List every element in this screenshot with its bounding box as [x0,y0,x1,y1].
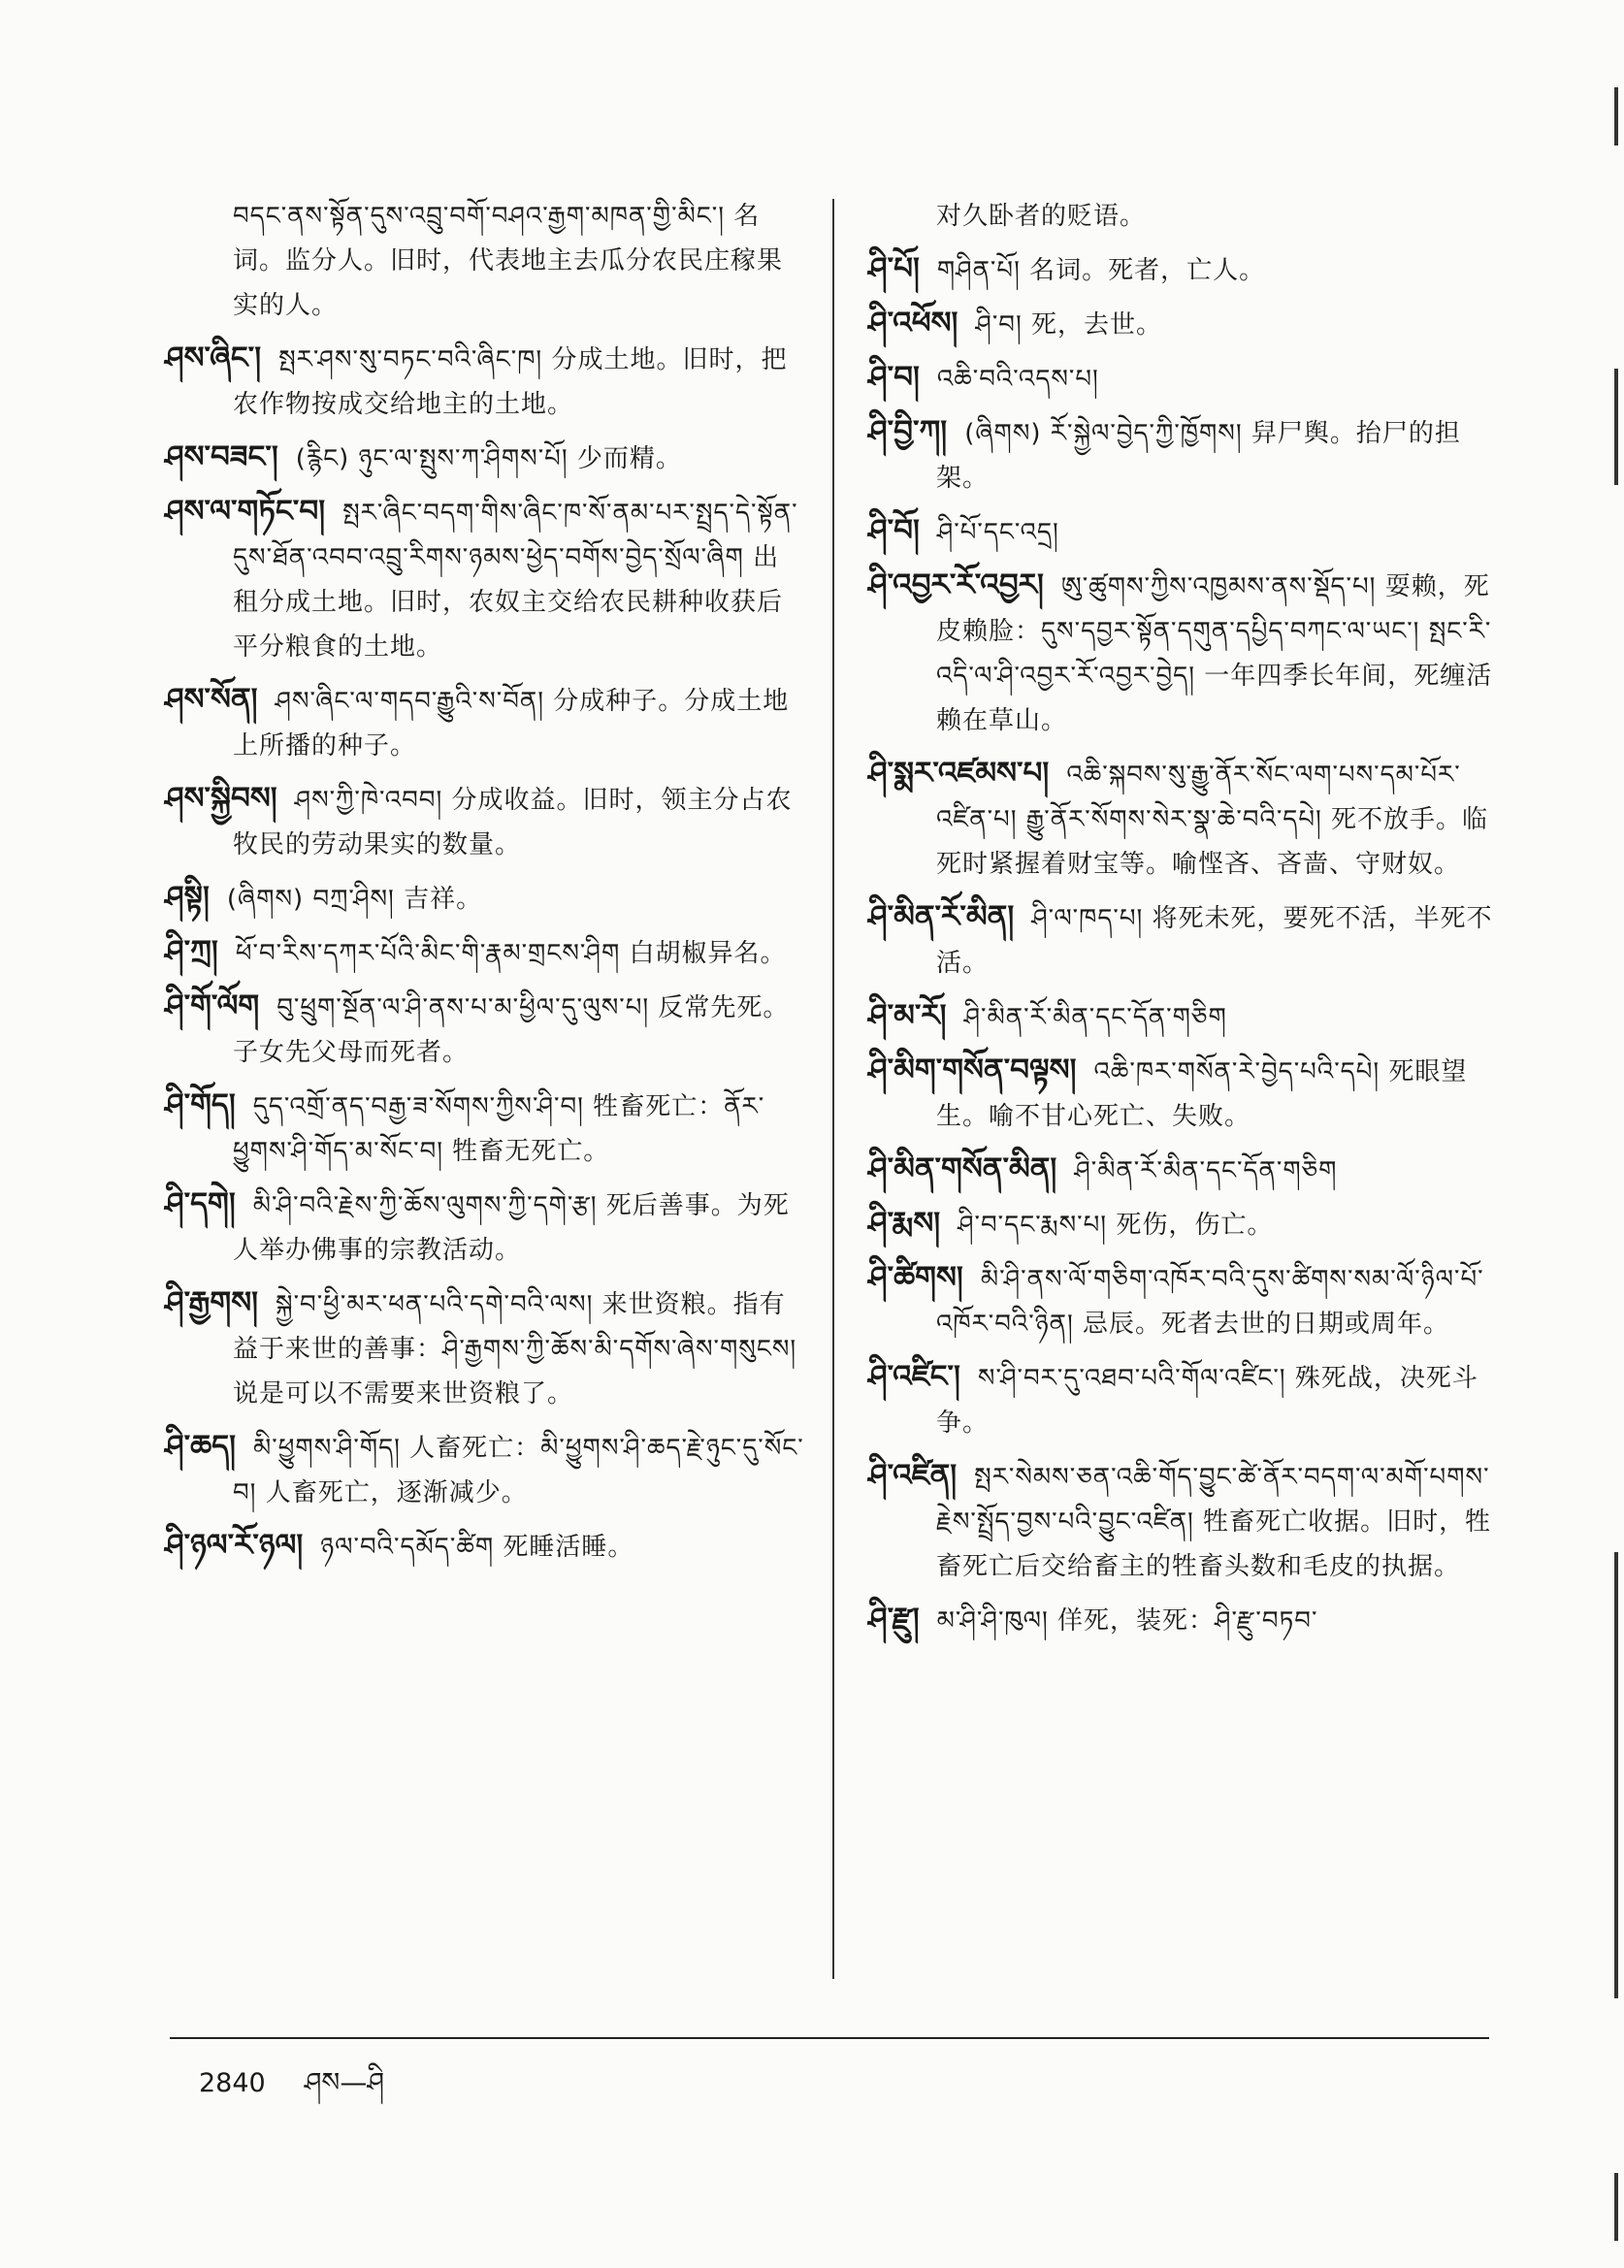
entry-definition: སྤར་སེམས་ཅན་འཆི་གོད་བྱུང་ཚེ་ནོར་བདག་ལ་མགོ་པགས་རྗེས་སྤྲོད་བྱས་པའི་བྱུང་འཛིན། 牲畜死亡收据。旧时，牲畜死亡后交给畜主的牲畜头数和毛皮的执据。 [936,1463,1492,1581]
dictionary-entry [165,875,805,922]
entry-definition: བུ་ཕྲུག་སྔོན་ལ་ཤི་ནས་པ་མ་ཕྱིལ་དུ་ལུས་པ། 反常先死。子女先父母而死者。 [233,993,790,1067]
entry-definition: གཤིན་པོ། 名词。死者，亡人。 [936,256,1266,285]
entry-definition: མི་ཤི་བའི་རྗེས་ཀྱི་ཆོས་ལུགས་ཀྱི་དགེ་རྩ། 死后善事。为死人举办佛事的宗教活动。 [233,1191,790,1265]
entry-definition: ཤས་ཀྱི་ཁེ་འབབ། 分成收益。旧时，领主分占农牧民的劳动果实的数量。 [233,786,793,859]
entry-headword: ཤི་ཚིགས། [868,1260,963,1295]
dictionary-entry [868,1354,1499,1445]
entry-headword: ཤི་མིན་གསོན་མིན། [868,1151,1057,1186]
entry-headword: ཤི་བོ། [868,513,920,548]
entry-definition: མི་ཕྱུགས་ཤི་གོད། 人畜死亡：མི་ཕྱུགས་ཤི་ཆད་རྗེ་ཉུང་དུ་སོང་བ། 人畜死亡，逐渐减少。 [233,1434,804,1507]
entry-headword: ཤས་ཞིང་། [165,340,262,375]
scan-edge-mark [1614,369,1618,485]
left-column [165,194,805,1577]
entry-definition: ཉལ་བའི་དམོད་ཚིག 死睡活睡。 [320,1533,634,1562]
scan-edge-mark [1614,87,1618,146]
entry-headword: ཤས་ལ་གཏོང་བ། [165,494,326,529]
entry-definition: (ཞིགས) རོ་སྐྱེལ་བྱེད་ཀྱི་ཁྱོགས། 舁尸舆。抬尸的担架。 [936,419,1461,493]
dictionary-entry [165,677,805,768]
entry-definition: (རྙིང) ཉུང་ལ་སྤུས་ཀ་ཤིགས་པོ། 少而精。 [295,444,682,473]
entry-headword: ཤས་སོན། [165,682,258,717]
dictionary-entry [165,1280,805,1416]
scan-edge-mark [1614,1552,1618,1998]
dictionary-entry [868,1453,1499,1589]
entry-definition: ཕོ་བ་རིས་དཀར་པོའི་མིང་གི་རྣམ་གྲངས་ཤིག 白胡椒异名。 [235,939,787,968]
dictionary-entry [165,1182,805,1273]
entry-headword: ཤི་གོ་ལོག [165,988,260,1023]
right-column [868,194,1499,1651]
entry-definition: ཤི་བ་དང་རྨས་པ། 死伤，伤亡。 [958,1211,1274,1240]
entry-definition: ཤི་པོ་དང་འདྲ། [936,518,1059,547]
entry-definition: མི་ཤི་ནས་ལོ་གཅིག་འཁོར་བའི་དུས་ཚིགས་སམ་ལོ་ཉིལ་པོ་འཁོར་བའི་ཉིན། 忌辰。死者去世的日期或周年。 [936,1265,1484,1339]
entry-headword: ཤི་ཉལ་རོ་ཉལ། [165,1528,304,1563]
entry-definition: དུད་འགྲོ་ནད་བརྒྱ་ཟ་སོགས་ཀྱིས་ཤི་བ། 牲畜死亡：ནོར་ཕྱུགས་ཤི་གོད་མ་སོང་བ། 牲畜无死亡。 [233,1092,765,1166]
entry-definition: ཤི་ལ་ཁད་པ། 将死未死，要死不活，半死不活。 [936,904,1493,978]
entry-definition: ཤི་མིན་རོ་མིན་དང་དོན་གཅིག [1074,1156,1338,1185]
dictionary-entry [868,993,1499,1040]
entry-headword: ཤི་མ་རོ། [868,998,947,1033]
entry-headword: ཤསྟི། [165,880,210,915]
footer-rule [170,2037,1489,2039]
dictionary-entry [868,508,1499,555]
dictionary-entry [868,355,1499,402]
entry-headword: ཤི་རྨས། [868,1206,941,1241]
dictionary-entry [868,1201,1499,1247]
entry-definition: ཨུ་ཚུགས་ཀྱིས་འཁྱམས་ནས་སྡོད་པ། 耍赖，死皮赖脸：དུས་དབྱར་སྟོན་དགུན་དཔྱིད་བཀང་ལ་ཡང་། སྤང་རི་འདི་ལ་ཤི་འབྱར་རོ་འབྱར་བྱེད། 一年四季长年间，死缠活赖在草山。 [936,572,1493,735]
dictionary-entry [165,489,805,669]
entry-headword: ཤི་གོད། [165,1087,236,1122]
dictionary-entry [165,336,805,427]
dictionary-entry [868,1255,1499,1346]
entry-headword: ཤི་ཀྲ། [165,934,218,969]
entry-definition: བདང་ནས་སྟོན་དུས་འབྲུ་བགོ་བཤའ་རྒྱག་མཁན་གྱི་མིང་། 名词。监分人。旧时，代表地主去瓜分农民庄稼果实的人。 [233,202,784,320]
entry-headword: ཤི་འཛིང་། [868,1359,960,1394]
scan-edge-mark [1614,2173,1618,2241]
dictionary-entry [868,409,1499,501]
entry-headword: ཤི་རྒྱགས། [165,1285,259,1320]
dictionary-entry [165,435,805,481]
entry-definition: ཤི་བ། 死，去世。 [975,310,1162,340]
entry-definition: ཤས་ཞིང་ལ་གདབ་རྒྱུའི་ས་བོན། 分成种子。分成土地上所播的种子。 [233,687,790,761]
entry-headword: ཤི་སྨར་འཛམས་པ། [868,756,1050,791]
dictionary-entry [868,1048,1499,1139]
entry-headword: ཤི་པོ། [868,251,920,286]
entry-headword: ཤི་བྱི་ཀ། [868,414,948,449]
dictionary-entry [165,776,805,867]
column-divider [832,199,834,1979]
entry-definition: འཆི་བའི་འདས་པ། [936,365,1099,394]
entry-definition: སྐྱེ་བ་ཕྱི་མར་ཕན་པའི་དགེ་བའི་ལས། 来世资粮。指有益于来世的善事：ཤི་རྒྱགས་ཀྱི་ཆོས་མི་དགོས་ཞེས་གསུངས། 说是可以不需要来世资粮了。 [233,1290,797,1409]
dictionary-entry [165,1083,805,1174]
page-footer [199,2052,384,2128]
entry-definition: འཆི་ཁར་གསོན་རེ་བྱེད་པའི་དཔེ། 死眼望生。喻不甘心死亡、失败。 [936,1057,1468,1131]
entry-headword: ཤི་རྫུ། [868,1602,920,1636]
entry-definition: སྤར་ཤས་སུ་བཏང་བའི་ཞིང་ཁ། 分成土地。旧时，把农作物按成交给地主的土地。 [233,345,788,419]
entry-headword: ཤི་བ། [868,360,920,395]
dictionary-entry [165,1424,805,1515]
dictionary-entry [165,929,805,976]
entry-headword: ཤི་འཕོས། [868,306,958,340]
dictionary-entry [165,984,805,1075]
entry-headword: ཤས་བཟང་། [165,439,278,474]
dictionary-entry [868,194,1499,239]
entry-headword: ཤི་འཛིན། [868,1458,958,1493]
dictionary-entry [868,301,1499,347]
entry-definition: ས་ཤི་བར་དུ་འཐབ་པའི་གོལ་འཛིང་། 殊死战，决死斗争。 [936,1364,1478,1438]
dictionary-entry [868,1147,1499,1193]
entry-definition: མ་ཤི་ཤི་ཁུལ། 佯死，装死：ཤི་རྫུ་བཏབ་ [936,1606,1318,1636]
dictionary-entry [868,1597,1499,1643]
entry-definition: (ཞིགས) བཀྲ་ཤིས། 吉祥。 [226,885,483,914]
page-range: ཤས—ཤི [304,2066,385,2098]
entry-headword: ཤས་སྐྱིབས། [165,781,277,816]
entry-definition: 对久卧者的贬语。 [936,202,1147,231]
entry-definition: སྤར་ཞིང་བདག་གིས་ཞིང་ཁ་སོ་ནམ་པར་སྤྲད་དེ་སྟོན་དུས་ཐོན་འབབ་འབྲུ་རིགས་ཉམས་ཕྱེད་བགོས་བྱེད་སྲོལ་ཞིག 出租分成土地。旧时，农奴主交给农民耕种收获后平分粮食的土地。 [233,499,798,662]
entry-headword: ཤི་མིན་རོ་མིན། [868,899,1015,934]
dictionary-entry [165,1523,805,1570]
entry-definition: འཆི་སྐབས་སུ་རྒྱུ་ནོར་སོང་ལག་པས་དམ་པོར་འཛིན་པ། རྒྱུ་ནོར་སོགས་སེར་སྣ་ཆེ་བའི་དཔེ། 死不放手。临死时紧握着财宝等。喻悭吝、吝啬、守财奴。 [936,761,1489,879]
dictionary-entry [868,246,1499,293]
entry-definition: ཤི་མིན་རོ་མིན་དང་དོན་གཅིག [963,1003,1227,1032]
dictionary-entry [868,563,1499,743]
dictionary-entry [165,194,805,328]
entry-headword: ཤི་ཆད། [165,1429,237,1464]
entry-headword: ཤི་མིག་གསོན་བལྟས། [868,1053,1077,1087]
page-number: 2840 [199,2068,266,2098]
dictionary-entry [868,894,1499,986]
entry-headword: ཤི་འབྱར་རོ་འབྱར། [868,567,1044,602]
entry-headword: ཤི་དགེ། [165,1186,236,1221]
dictionary-entry [868,751,1499,887]
